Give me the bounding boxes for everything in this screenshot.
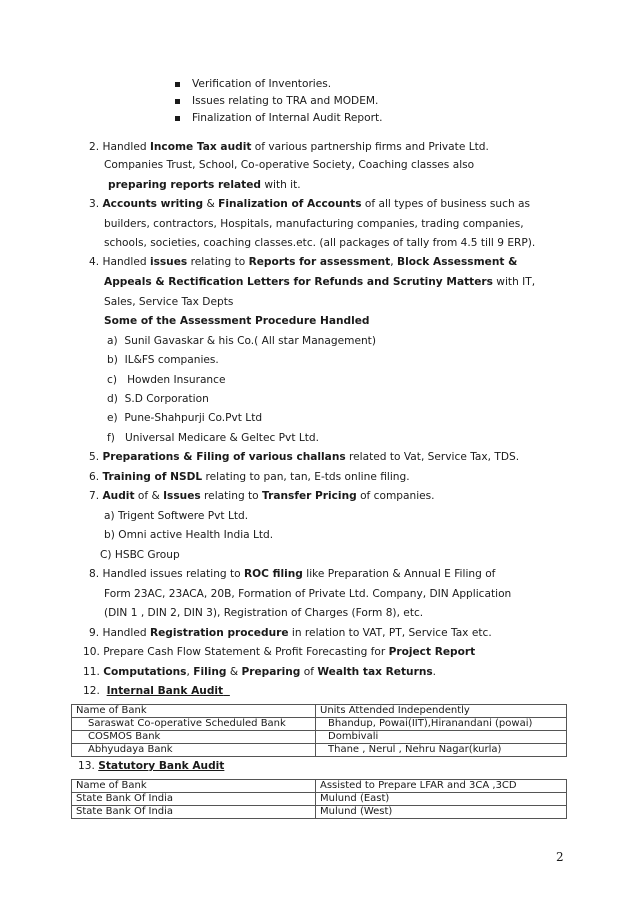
table-row (72, 744, 567, 757)
item-4-sub-d: d) S.D Corporation (107, 393, 209, 405)
item-8-line-3: (DIN 1 , DIN 2, DIN 3), Registration of Charges (Form 8), etc. (104, 607, 424, 619)
item-12-heading: 12. Internal Bank Audit (83, 685, 224, 697)
table-row (72, 793, 567, 806)
table-header-cell: Name of Bank (72, 780, 316, 793)
table-header-row (72, 780, 567, 793)
item-2-line-2: Companies Trust, School, Co-operative Society, Coaching classes also (104, 159, 475, 171)
table-header-cell: Name of Bank (72, 705, 316, 718)
statutory-bank-audit-table (71, 779, 567, 819)
table-header-cell: Units Attended Independently (316, 705, 567, 718)
table-cell: State Bank Of India (72, 793, 316, 806)
item-4-line-2: Appeals & Rectification Letters for Refunds and Scrutiny Matters with IT, (104, 276, 536, 288)
item-7-sub-b: b) Omni active Health India Ltd. (104, 529, 274, 541)
table-header-cell: Assisted to Prepare LFAR and 3CA ,3CD (316, 780, 567, 793)
item-2-line-3: preparing reports related with it. (108, 179, 301, 191)
table-cell: Thane , Nerul , Nehru Nagar(kurla) (316, 744, 567, 757)
item-4-sub-a: a) Sunil Gavaskar & his Co.( All star Management) (107, 335, 376, 347)
item-4-subheading: Some of the Assessment Procedure Handled (104, 315, 370, 327)
item-3-line-3: schools, societies, coaching classes.etc. (all packages of tally from 4.5 till 9 ERP). (104, 237, 536, 249)
table-cell: COSMOS Bank (72, 731, 316, 744)
table-header-row (72, 705, 567, 718)
table-cell: Mulund (East) (316, 793, 567, 806)
item-11: 11. Computations, Filing & Preparing of Wealth tax Returns. (83, 666, 437, 678)
table-row (72, 718, 567, 731)
bullet-icon (175, 82, 180, 87)
item-4-sub-f: f) Universal Medicare & Geltec Pvt Ltd. (107, 432, 319, 444)
table-cell: Dombivali (316, 731, 567, 744)
bullet-item-1: Verification of Inventories. (192, 78, 332, 90)
bullet-item-3: Finalization of Internal Audit Report. (192, 112, 383, 124)
item-9: 9. Handled Registration procedure in relation to VAT, PT, Service Tax etc. (89, 627, 492, 639)
page-number: 2 (556, 850, 564, 864)
item-3-line-2: builders, contractors, Hospitals, manufacturing companies, trading companies, (104, 218, 524, 230)
item-4-sub-e: e) Pune-Shahpurji Co.Pvt Ltd (107, 412, 263, 424)
table-cell: State Bank Of India (72, 806, 316, 819)
table-row (72, 806, 567, 819)
item-8-line-2: Form 23AC, 23ACA, 20B, Formation of Private Ltd. Company, DIN Application (104, 588, 512, 600)
item-5: 5. Preparations & Filing of various challans related to Vat, Service Tax, TDS. (89, 451, 520, 463)
bullet-icon (175, 99, 180, 104)
internal-bank-audit-table (71, 704, 567, 757)
item-4-sub-c: c) Howden Insurance (107, 374, 226, 386)
table-cell: Abhyudaya Bank (72, 744, 316, 757)
item-10: 10. Prepare Cash Flow Statement & Profit Forecasting for Project Report (83, 646, 476, 658)
item-6: 6. Training of NSDL relating to pan, tan, E-tds online filing. (89, 471, 410, 483)
item-4-line-3: Sales, Service Tax Depts (104, 296, 234, 308)
table-cell: Mulund (West) (316, 806, 567, 819)
table-row (72, 731, 567, 744)
item-7-sub-a: a) Trigent Softwere Pvt Ltd. (104, 510, 249, 522)
table-cell: Saraswat Co-operative Scheduled Bank (72, 718, 316, 731)
item-13-heading: 13. Statutory Bank Audit (78, 760, 225, 772)
item-7: 7. Audit of & Issues relating to Transfer Pricing of companies. (89, 490, 435, 502)
item-3-line-1: 3. Accounts writing & Finalization of Accounts of all types of business such as (89, 198, 531, 210)
table-cell: Bhandup, Powai(IIT),Hiranandani (powai) (316, 718, 567, 731)
item-8-line-1: 8. Handled issues relating to ROC filing like Preparation & Annual E Filing of (89, 568, 496, 580)
bullet-icon (175, 116, 180, 121)
item-7-sub-c: C) HSBC Group (100, 549, 180, 561)
bullet-item-2: Issues relating to TRA and MODEM. (192, 95, 379, 107)
item-4-line-1: 4. Handled issues relating to Reports for assessment, Block Assessment & (89, 256, 518, 268)
item-2-line-1: 2. Handled Income Tax audit of various partnership firms and Private Ltd. (89, 141, 489, 153)
item-4-sub-b: b) IL&FS companies. (107, 354, 219, 366)
